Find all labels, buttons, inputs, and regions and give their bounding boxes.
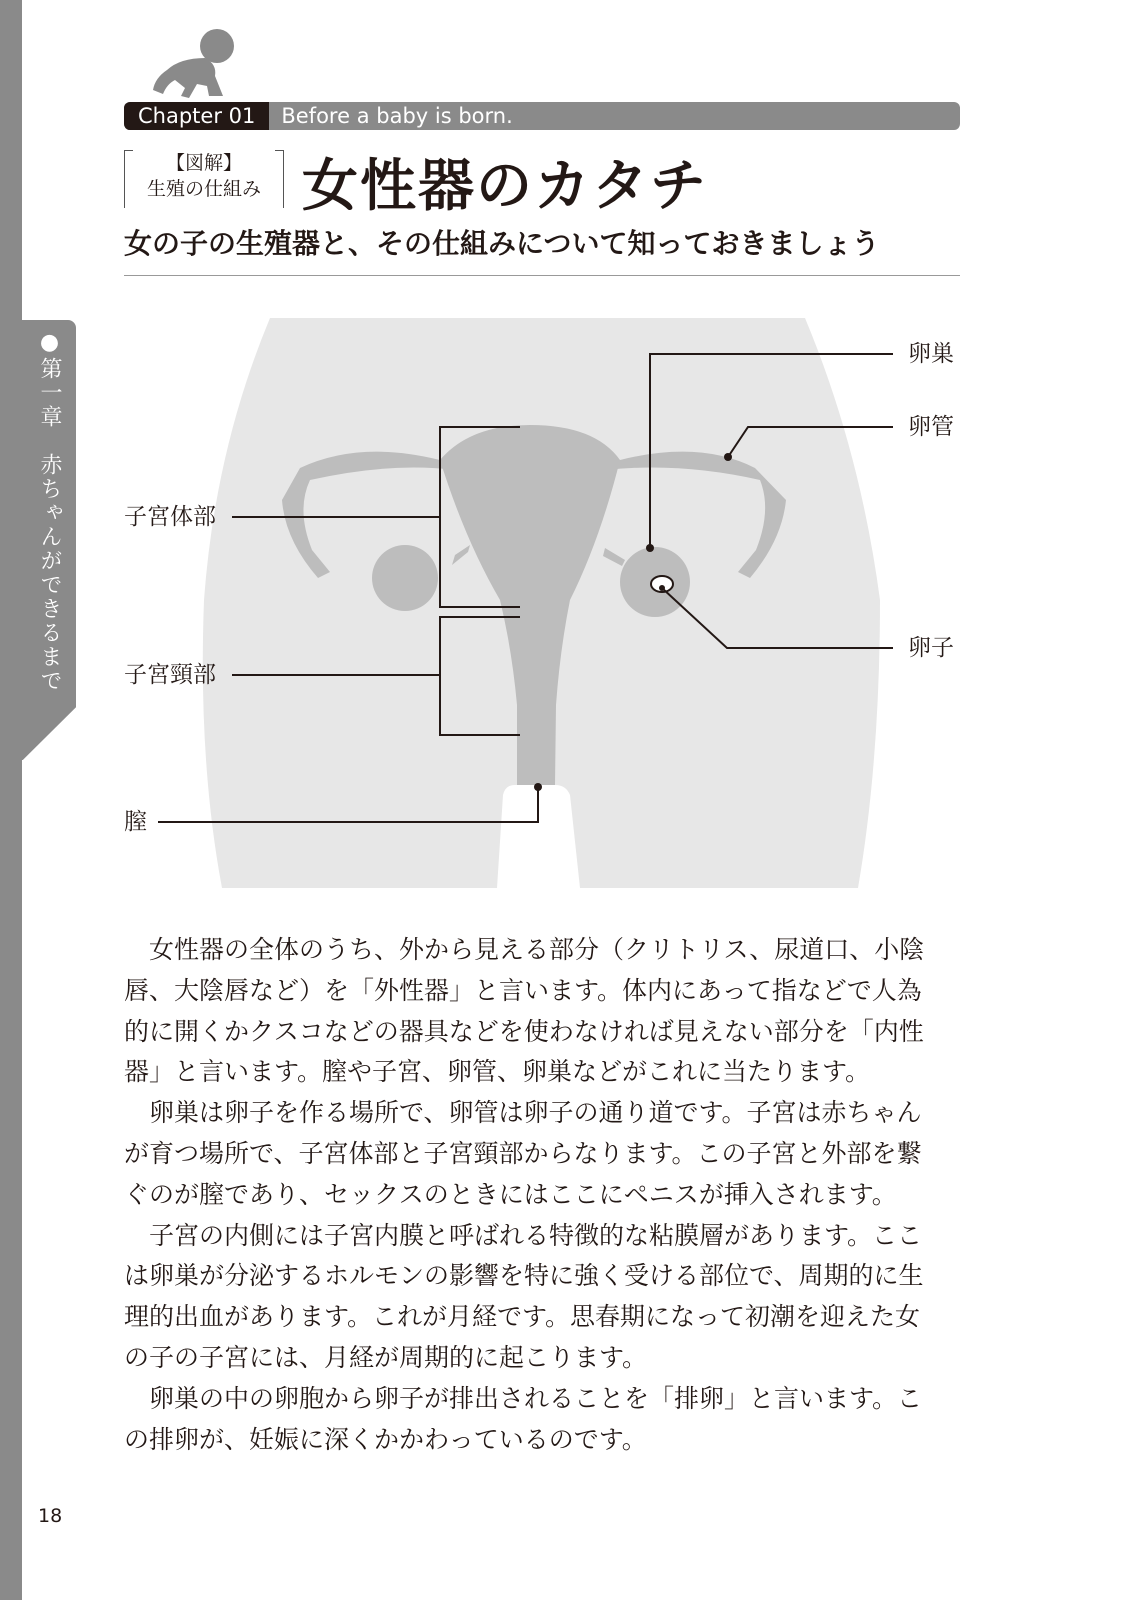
section-tag-line2: 生殖の仕組み	[146, 178, 261, 200]
body-line: は卵巣が分泌するホルモンの影響を特に強く受ける部位で、周期的に生	[124, 1261, 924, 1291]
body-line: 的に開くかクスコなどの器具などを使わなければ見えない部分を「内性	[124, 1016, 924, 1046]
body-line: の排卵が、妊娠に深くかかわっているのです。	[124, 1424, 647, 1454]
body-line: の子の子宮には、月経が周期的に起こります。	[124, 1342, 648, 1372]
body-line: 卵巣の中の卵胞から卵子が排出されることを「排卵」と言います。こ	[124, 1383, 923, 1413]
label-ovary: 卵巣	[908, 341, 954, 367]
chapter-subtitle: Before a baby is born.	[281, 104, 513, 128]
label-egg: 卵子	[908, 635, 954, 661]
body-line: 唇、大陰唇など）を「外性器」と言います。体内にあって指などで人為	[124, 975, 922, 1005]
section-tag-line1: 【図解】	[165, 152, 242, 174]
chapter-side-tab-label: ●第一章 赤ちゃんができるまで	[37, 330, 62, 693]
label-vagina: 膣	[124, 809, 147, 835]
label-cervix: 子宮頸部	[124, 662, 216, 688]
page-title: 女性器のカタチ	[302, 154, 708, 219]
body-text	[124, 930, 964, 1460]
body-line: が育つ場所で、子宮体部と子宮頸部からなります。この子宮と外部を繋	[124, 1138, 922, 1168]
body-line: 子宮の内側には子宮内膜と呼ばれる特徴的な粘膜層があります。ここ	[124, 1220, 923, 1250]
label-uterus-body: 子宮体部	[124, 504, 216, 530]
body-line: 器」と言います。膣や子宮、卵管、卵巣などがこれに当たります。	[124, 1057, 871, 1087]
body-line: 女性器の全体のうち、外から見える部分（クリトリス、尿道口、小陰	[124, 935, 925, 964]
body-line: 卵巣は卵子を作る場所で、卵管は卵子の通り道です。子宮は赤ちゃん	[124, 1098, 922, 1128]
page-subtitle: 女の子の生殖器と、その仕組みについて知っておきましょう	[124, 227, 880, 260]
body-line: 理的出血があります。これが月経です。思春期になって初潮を迎えた女	[124, 1302, 921, 1332]
label-fallopian-tube: 卵管	[908, 414, 954, 440]
page-number: 18	[38, 1505, 63, 1527]
body-line: ぐのが膣であり、セックスのときにはここにペニスが挿入されます。	[124, 1179, 897, 1209]
chapter-label: Chapter 01	[124, 102, 269, 130]
